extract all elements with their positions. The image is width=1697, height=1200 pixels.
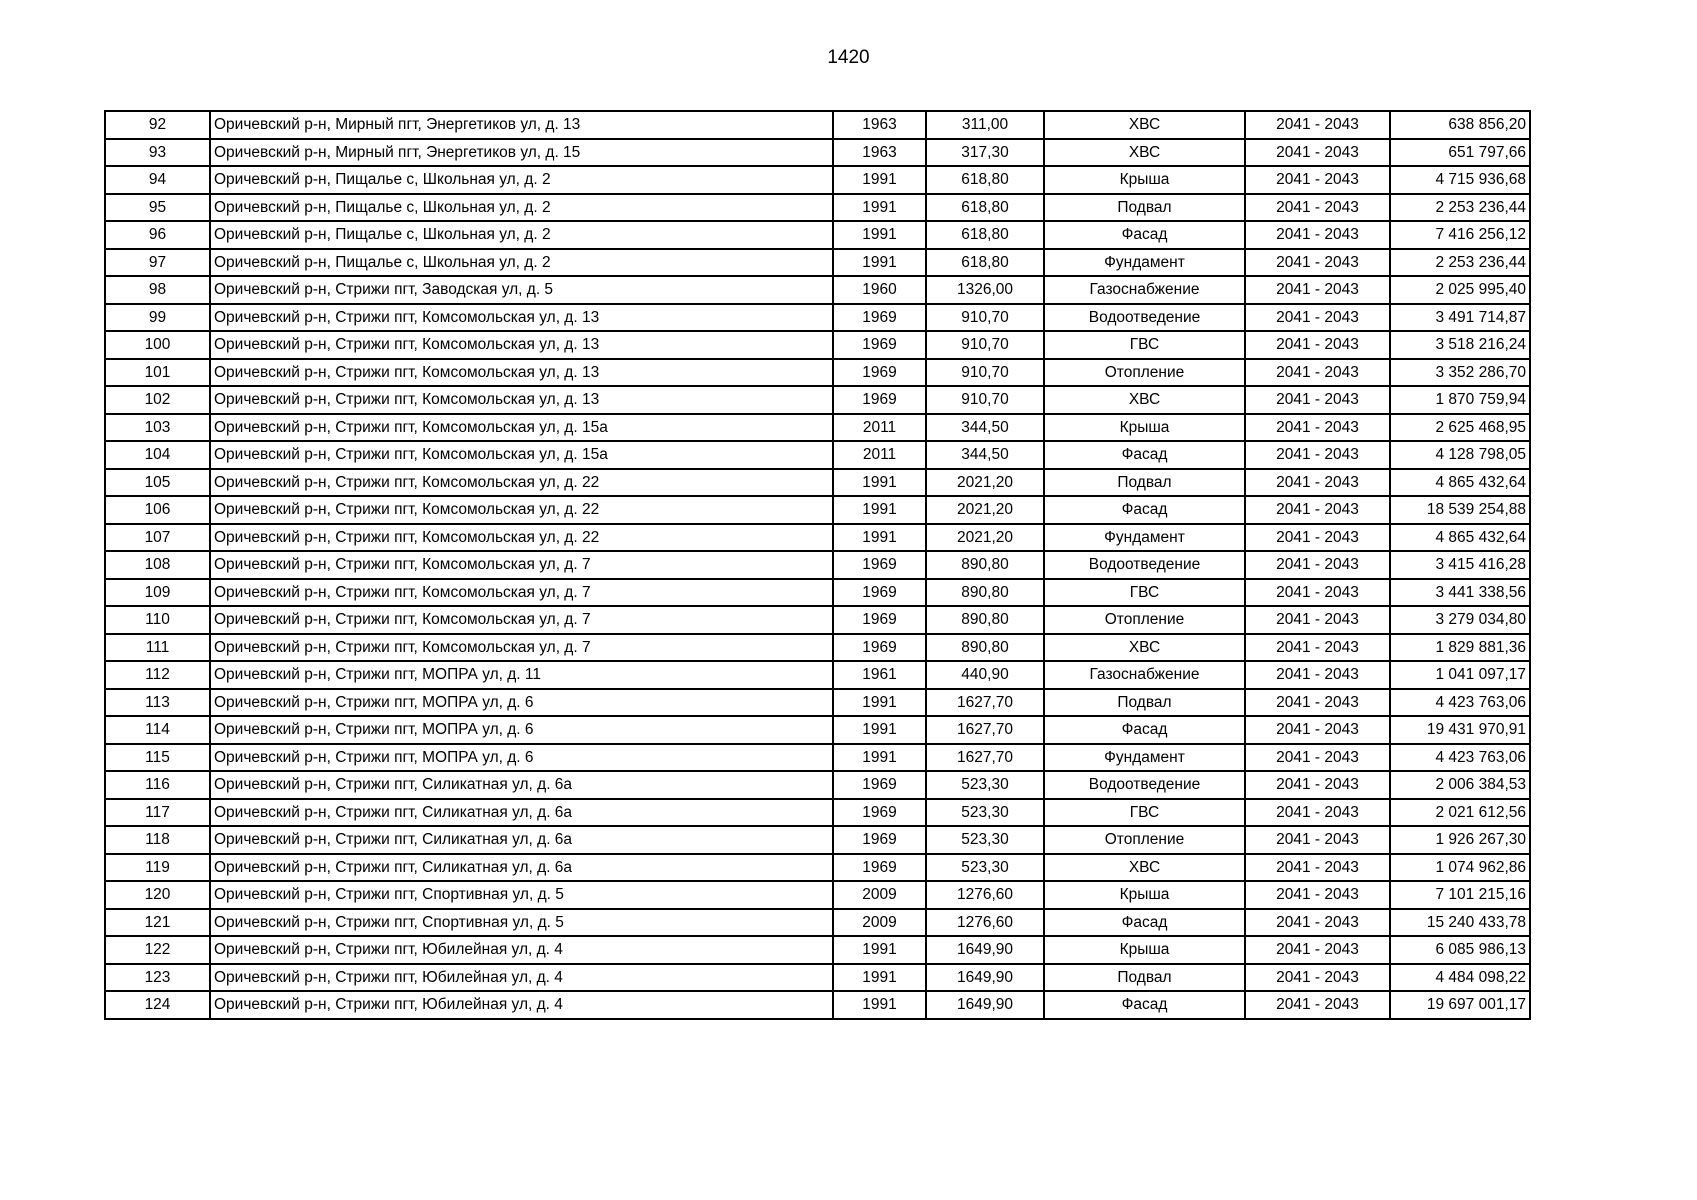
area-cell: 890,80	[926, 634, 1044, 662]
table-row	[105, 331, 1530, 359]
address-cell: Оричевский р-н, Мирный пгт, Энергетиков ул, д. 15	[210, 139, 833, 167]
area-cell: 2021,20	[926, 496, 1044, 524]
address-cell: Оричевский р-н, Пищалье с, Школьная ул, д. 2	[210, 166, 833, 194]
cost-cell: 19 431 970,91	[1390, 716, 1530, 744]
period-cell: 2041 - 2043	[1245, 661, 1390, 689]
table-row	[105, 964, 1530, 992]
area-cell: 910,70	[926, 359, 1044, 387]
cost-cell: 2 006 384,53	[1390, 771, 1530, 799]
cost-cell: 3 518 216,24	[1390, 331, 1530, 359]
work-type-cell: Подвал	[1044, 689, 1245, 717]
period-cell: 2041 - 2043	[1245, 331, 1390, 359]
area-cell: 440,90	[926, 661, 1044, 689]
row-number-cell: 118	[105, 826, 210, 854]
cost-cell: 4 128 798,05	[1390, 441, 1530, 469]
area-cell: 1627,70	[926, 689, 1044, 717]
row-number-cell: 106	[105, 496, 210, 524]
period-cell: 2041 - 2043	[1245, 771, 1390, 799]
cost-cell: 1 829 881,36	[1390, 634, 1530, 662]
year-built-cell: 2009	[833, 909, 926, 937]
row-number-cell: 120	[105, 881, 210, 909]
work-type-cell: ГВС	[1044, 579, 1245, 607]
area-cell: 523,30	[926, 826, 1044, 854]
period-cell: 2041 - 2043	[1245, 221, 1390, 249]
work-type-cell: Подвал	[1044, 964, 1245, 992]
year-built-cell: 1960	[833, 276, 926, 304]
address-cell: Оричевский р-н, Стрижи пгт, Комсомольская ул, д. 7	[210, 634, 833, 662]
year-built-cell: 1991	[833, 469, 926, 497]
row-number-cell: 93	[105, 139, 210, 167]
work-type-cell: Фундамент	[1044, 744, 1245, 772]
period-cell: 2041 - 2043	[1245, 579, 1390, 607]
year-built-cell: 1991	[833, 194, 926, 222]
work-type-cell: ХВС	[1044, 854, 1245, 882]
address-cell: Оричевский р-н, Стрижи пгт, Комсомольская ул, д. 13	[210, 359, 833, 387]
table-row	[105, 854, 1530, 882]
area-cell: 910,70	[926, 304, 1044, 332]
work-type-cell: Крыша	[1044, 414, 1245, 442]
cost-cell: 4 484 098,22	[1390, 964, 1530, 992]
year-built-cell: 1991	[833, 991, 926, 1019]
period-cell: 2041 - 2043	[1245, 194, 1390, 222]
cost-cell: 2 253 236,44	[1390, 249, 1530, 277]
area-cell: 618,80	[926, 221, 1044, 249]
cost-cell: 6 085 986,13	[1390, 936, 1530, 964]
area-cell: 2021,20	[926, 524, 1044, 552]
period-cell: 2041 - 2043	[1245, 441, 1390, 469]
period-cell: 2041 - 2043	[1245, 304, 1390, 332]
cost-cell: 3 441 338,56	[1390, 579, 1530, 607]
year-built-cell: 1963	[833, 111, 926, 139]
work-type-cell: Отопление	[1044, 606, 1245, 634]
area-cell: 618,80	[926, 166, 1044, 194]
area-cell: 890,80	[926, 606, 1044, 634]
cost-cell: 3 352 286,70	[1390, 359, 1530, 387]
cost-cell: 4 715 936,68	[1390, 166, 1530, 194]
address-cell: Оричевский р-н, Стрижи пгт, Комсомольская ул, д. 13	[210, 331, 833, 359]
row-number-cell: 95	[105, 194, 210, 222]
address-cell: Оричевский р-н, Стрижи пгт, Спортивная ул, д. 5	[210, 909, 833, 937]
period-cell: 2041 - 2043	[1245, 826, 1390, 854]
table-row	[105, 606, 1530, 634]
year-built-cell: 1961	[833, 661, 926, 689]
area-cell: 344,50	[926, 441, 1044, 469]
year-built-cell: 1969	[833, 579, 926, 607]
row-number-cell: 98	[105, 276, 210, 304]
table-row	[105, 771, 1530, 799]
work-type-cell: ХВС	[1044, 111, 1245, 139]
work-type-cell: Крыша	[1044, 166, 1245, 194]
year-built-cell: 2011	[833, 441, 926, 469]
year-built-cell: 1969	[833, 634, 926, 662]
row-number-cell: 101	[105, 359, 210, 387]
address-cell: Оричевский р-н, Стрижи пгт, Юбилейная ул, д. 4	[210, 936, 833, 964]
year-built-cell: 1991	[833, 964, 926, 992]
row-number-cell: 117	[105, 799, 210, 827]
work-type-cell: Водоотведение	[1044, 551, 1245, 579]
address-cell: Оричевский р-н, Стрижи пгт, Комсомольская ул, д. 13	[210, 386, 833, 414]
work-type-cell: Водоотведение	[1044, 771, 1245, 799]
page-number: 1420	[827, 47, 870, 68]
work-type-cell: Газоснабжение	[1044, 661, 1245, 689]
row-number-cell: 121	[105, 909, 210, 937]
repair-program-table	[104, 110, 1531, 1020]
table-body	[105, 111, 1530, 1019]
area-cell: 523,30	[926, 854, 1044, 882]
work-type-cell: Отопление	[1044, 826, 1245, 854]
year-built-cell: 1991	[833, 221, 926, 249]
period-cell: 2041 - 2043	[1245, 716, 1390, 744]
area-cell: 618,80	[926, 194, 1044, 222]
year-built-cell: 1969	[833, 304, 926, 332]
row-number-cell: 107	[105, 524, 210, 552]
table-row	[105, 221, 1530, 249]
address-cell: Оричевский р-н, Стрижи пгт, Комсомольская ул, д. 13	[210, 304, 833, 332]
year-built-cell: 1991	[833, 936, 926, 964]
work-type-cell: Фундамент	[1044, 524, 1245, 552]
row-number-cell: 114	[105, 716, 210, 744]
table-row	[105, 579, 1530, 607]
row-number-cell: 116	[105, 771, 210, 799]
cost-cell: 4 423 763,06	[1390, 744, 1530, 772]
row-number-cell: 96	[105, 221, 210, 249]
table-row	[105, 496, 1530, 524]
year-built-cell: 1969	[833, 606, 926, 634]
year-built-cell: 1991	[833, 496, 926, 524]
area-cell: 1627,70	[926, 716, 1044, 744]
work-type-cell: ХВС	[1044, 386, 1245, 414]
table-row	[105, 441, 1530, 469]
area-cell: 1649,90	[926, 964, 1044, 992]
row-number-cell: 119	[105, 854, 210, 882]
table-row	[105, 249, 1530, 277]
address-cell: Оричевский р-н, Стрижи пгт, Юбилейная ул, д. 4	[210, 991, 833, 1019]
address-cell: Оричевский р-н, Стрижи пгт, МОПРА ул, д. 6	[210, 744, 833, 772]
cost-cell: 7 416 256,12	[1390, 221, 1530, 249]
period-cell: 2041 - 2043	[1245, 606, 1390, 634]
cost-cell: 3 279 034,80	[1390, 606, 1530, 634]
work-type-cell: Фасад	[1044, 716, 1245, 744]
work-type-cell: ХВС	[1044, 634, 1245, 662]
row-number-cell: 110	[105, 606, 210, 634]
year-built-cell: 1969	[833, 386, 926, 414]
row-number-cell: 102	[105, 386, 210, 414]
table-row	[105, 139, 1530, 167]
period-cell: 2041 - 2043	[1245, 139, 1390, 167]
address-cell: Оричевский р-н, Пищалье с, Школьная ул, д. 2	[210, 221, 833, 249]
period-cell: 2041 - 2043	[1245, 524, 1390, 552]
year-built-cell: 1969	[833, 799, 926, 827]
row-number-cell: 109	[105, 579, 210, 607]
address-cell: Оричевский р-н, Стрижи пгт, МОПРА ул, д. 11	[210, 661, 833, 689]
row-number-cell: 103	[105, 414, 210, 442]
year-built-cell: 1969	[833, 551, 926, 579]
cost-cell: 1 870 759,94	[1390, 386, 1530, 414]
row-number-cell: 108	[105, 551, 210, 579]
period-cell: 2041 - 2043	[1245, 909, 1390, 937]
year-built-cell: 2009	[833, 881, 926, 909]
period-cell: 2041 - 2043	[1245, 166, 1390, 194]
work-type-cell: Отопление	[1044, 359, 1245, 387]
work-type-cell: Подвал	[1044, 469, 1245, 497]
row-number-cell: 124	[105, 991, 210, 1019]
work-type-cell: Фасад	[1044, 221, 1245, 249]
area-cell: 618,80	[926, 249, 1044, 277]
row-number-cell: 112	[105, 661, 210, 689]
address-cell: Оричевский р-н, Стрижи пгт, Юбилейная ул, д. 4	[210, 964, 833, 992]
table-row	[105, 359, 1530, 387]
address-cell: Оричевский р-н, Стрижи пгт, МОПРА ул, д. 6	[210, 689, 833, 717]
table-row	[105, 304, 1530, 332]
cost-cell: 7 101 215,16	[1390, 881, 1530, 909]
area-cell: 1649,90	[926, 936, 1044, 964]
cost-cell: 4 865 432,64	[1390, 524, 1530, 552]
address-cell: Оричевский р-н, Пищалье с, Школьная ул, д. 2	[210, 194, 833, 222]
year-built-cell: 1963	[833, 139, 926, 167]
row-number-cell: 111	[105, 634, 210, 662]
address-cell: Оричевский р-н, Стрижи пгт, Силикатная ул, д. 6а	[210, 771, 833, 799]
cost-cell: 4 865 432,64	[1390, 469, 1530, 497]
row-number-cell: 115	[105, 744, 210, 772]
year-built-cell: 1991	[833, 716, 926, 744]
work-type-cell: Водоотведение	[1044, 304, 1245, 332]
table-row	[105, 276, 1530, 304]
cost-cell: 638 856,20	[1390, 111, 1530, 139]
address-cell: Оричевский р-н, Стрижи пгт, МОПРА ул, д. 6	[210, 716, 833, 744]
work-type-cell: Фасад	[1044, 909, 1245, 937]
cost-cell: 3 415 416,28	[1390, 551, 1530, 579]
work-type-cell: Фасад	[1044, 496, 1245, 524]
table-row	[105, 661, 1530, 689]
cost-cell: 2 253 236,44	[1390, 194, 1530, 222]
year-built-cell: 1969	[833, 359, 926, 387]
period-cell: 2041 - 2043	[1245, 854, 1390, 882]
work-type-cell: Крыша	[1044, 936, 1245, 964]
work-type-cell: Крыша	[1044, 881, 1245, 909]
period-cell: 2041 - 2043	[1245, 881, 1390, 909]
address-cell: Оричевский р-н, Стрижи пгт, Силикатная ул, д. 6а	[210, 826, 833, 854]
period-cell: 2041 - 2043	[1245, 991, 1390, 1019]
table-row	[105, 469, 1530, 497]
work-type-cell: ГВС	[1044, 331, 1245, 359]
row-number-cell: 100	[105, 331, 210, 359]
year-built-cell: 2011	[833, 414, 926, 442]
cost-cell: 2 025 995,40	[1390, 276, 1530, 304]
year-built-cell: 1991	[833, 689, 926, 717]
address-cell: Оричевский р-н, Стрижи пгт, Комсомольская ул, д. 22	[210, 524, 833, 552]
period-cell: 2041 - 2043	[1245, 111, 1390, 139]
period-cell: 2041 - 2043	[1245, 249, 1390, 277]
cost-cell: 1 041 097,17	[1390, 661, 1530, 689]
period-cell: 2041 - 2043	[1245, 359, 1390, 387]
year-built-cell: 1969	[833, 826, 926, 854]
table-row	[105, 881, 1530, 909]
area-cell: 523,30	[926, 799, 1044, 827]
period-cell: 2041 - 2043	[1245, 276, 1390, 304]
area-cell: 317,30	[926, 139, 1044, 167]
address-cell: Оричевский р-н, Стрижи пгт, Комсомольская ул, д. 7	[210, 606, 833, 634]
area-cell: 1649,90	[926, 991, 1044, 1019]
address-cell: Оричевский р-н, Стрижи пгт, Заводская ул, д. 5	[210, 276, 833, 304]
table-row	[105, 936, 1530, 964]
table-row	[105, 166, 1530, 194]
address-cell: Оричевский р-н, Стрижи пгт, Силикатная ул, д. 6а	[210, 799, 833, 827]
area-cell: 910,70	[926, 386, 1044, 414]
table-row	[105, 991, 1530, 1019]
table-row	[105, 634, 1530, 662]
area-cell: 523,30	[926, 771, 1044, 799]
area-cell: 890,80	[926, 551, 1044, 579]
area-cell: 890,80	[926, 579, 1044, 607]
year-built-cell: 1991	[833, 249, 926, 277]
area-cell: 1276,60	[926, 881, 1044, 909]
work-type-cell: Подвал	[1044, 194, 1245, 222]
period-cell: 2041 - 2043	[1245, 414, 1390, 442]
address-cell: Оричевский р-н, Стрижи пгт, Силикатная ул, д. 6а	[210, 854, 833, 882]
cost-cell: 2 625 468,95	[1390, 414, 1530, 442]
period-cell: 2041 - 2043	[1245, 744, 1390, 772]
cost-cell: 2 021 612,56	[1390, 799, 1530, 827]
row-number-cell: 104	[105, 441, 210, 469]
cost-cell: 4 423 763,06	[1390, 689, 1530, 717]
year-built-cell: 1991	[833, 744, 926, 772]
table-row	[105, 826, 1530, 854]
year-built-cell: 1991	[833, 166, 926, 194]
work-type-cell: Фасад	[1044, 441, 1245, 469]
year-built-cell: 1969	[833, 771, 926, 799]
area-cell: 910,70	[926, 331, 1044, 359]
area-cell: 344,50	[926, 414, 1044, 442]
period-cell: 2041 - 2043	[1245, 496, 1390, 524]
address-cell: Оричевский р-н, Стрижи пгт, Спортивная ул, д. 5	[210, 881, 833, 909]
area-cell: 1627,70	[926, 744, 1044, 772]
table-row	[105, 524, 1530, 552]
address-cell: Оричевский р-н, Стрижи пгт, Комсомольская ул, д. 22	[210, 496, 833, 524]
cost-cell: 1 074 962,86	[1390, 854, 1530, 882]
cost-cell: 15 240 433,78	[1390, 909, 1530, 937]
table-row	[105, 551, 1530, 579]
address-cell: Оричевский р-н, Стрижи пгт, Комсомольская ул, д. 15а	[210, 441, 833, 469]
work-type-cell: ХВС	[1044, 139, 1245, 167]
cost-cell: 19 697 001,17	[1390, 991, 1530, 1019]
row-number-cell: 94	[105, 166, 210, 194]
cost-cell: 18 539 254,88	[1390, 496, 1530, 524]
table-row	[105, 194, 1530, 222]
row-number-cell: 99	[105, 304, 210, 332]
row-number-cell: 97	[105, 249, 210, 277]
row-number-cell: 123	[105, 964, 210, 992]
year-built-cell: 1969	[833, 854, 926, 882]
address-cell: Оричевский р-н, Мирный пгт, Энергетиков ул, д. 13	[210, 111, 833, 139]
cost-cell: 1 926 267,30	[1390, 826, 1530, 854]
table-row	[105, 414, 1530, 442]
table-row	[105, 111, 1530, 139]
cost-cell: 3 491 714,87	[1390, 304, 1530, 332]
row-number-cell: 122	[105, 936, 210, 964]
period-cell: 2041 - 2043	[1245, 551, 1390, 579]
table-row	[105, 909, 1530, 937]
period-cell: 2041 - 2043	[1245, 964, 1390, 992]
period-cell: 2041 - 2043	[1245, 634, 1390, 662]
table-row	[105, 689, 1530, 717]
period-cell: 2041 - 2043	[1245, 469, 1390, 497]
period-cell: 2041 - 2043	[1245, 799, 1390, 827]
table-row	[105, 744, 1530, 772]
period-cell: 2041 - 2043	[1245, 386, 1390, 414]
row-number-cell: 105	[105, 469, 210, 497]
table-row	[105, 716, 1530, 744]
year-built-cell: 1969	[833, 331, 926, 359]
period-cell: 2041 - 2043	[1245, 689, 1390, 717]
row-number-cell: 113	[105, 689, 210, 717]
work-type-cell: Газоснабжение	[1044, 276, 1245, 304]
table-row	[105, 799, 1530, 827]
year-built-cell: 1991	[833, 524, 926, 552]
period-cell: 2041 - 2043	[1245, 936, 1390, 964]
area-cell: 1276,60	[926, 909, 1044, 937]
area-cell: 1326,00	[926, 276, 1044, 304]
area-cell: 2021,20	[926, 469, 1044, 497]
address-cell: Оричевский р-н, Стрижи пгт, Комсомольская ул, д. 22	[210, 469, 833, 497]
table-row	[105, 386, 1530, 414]
address-cell: Оричевский р-н, Стрижи пгт, Комсомольская ул, д. 7	[210, 579, 833, 607]
work-type-cell: Фундамент	[1044, 249, 1245, 277]
work-type-cell: ГВС	[1044, 799, 1245, 827]
row-number-cell: 92	[105, 111, 210, 139]
work-type-cell: Фасад	[1044, 991, 1245, 1019]
cost-cell: 651 797,66	[1390, 139, 1530, 167]
area-cell: 311,00	[926, 111, 1044, 139]
address-cell: Оричевский р-н, Стрижи пгт, Комсомольская ул, д. 15а	[210, 414, 833, 442]
address-cell: Оричевский р-н, Пищалье с, Школьная ул, д. 2	[210, 249, 833, 277]
address-cell: Оричевский р-н, Стрижи пгт, Комсомольская ул, д. 7	[210, 551, 833, 579]
